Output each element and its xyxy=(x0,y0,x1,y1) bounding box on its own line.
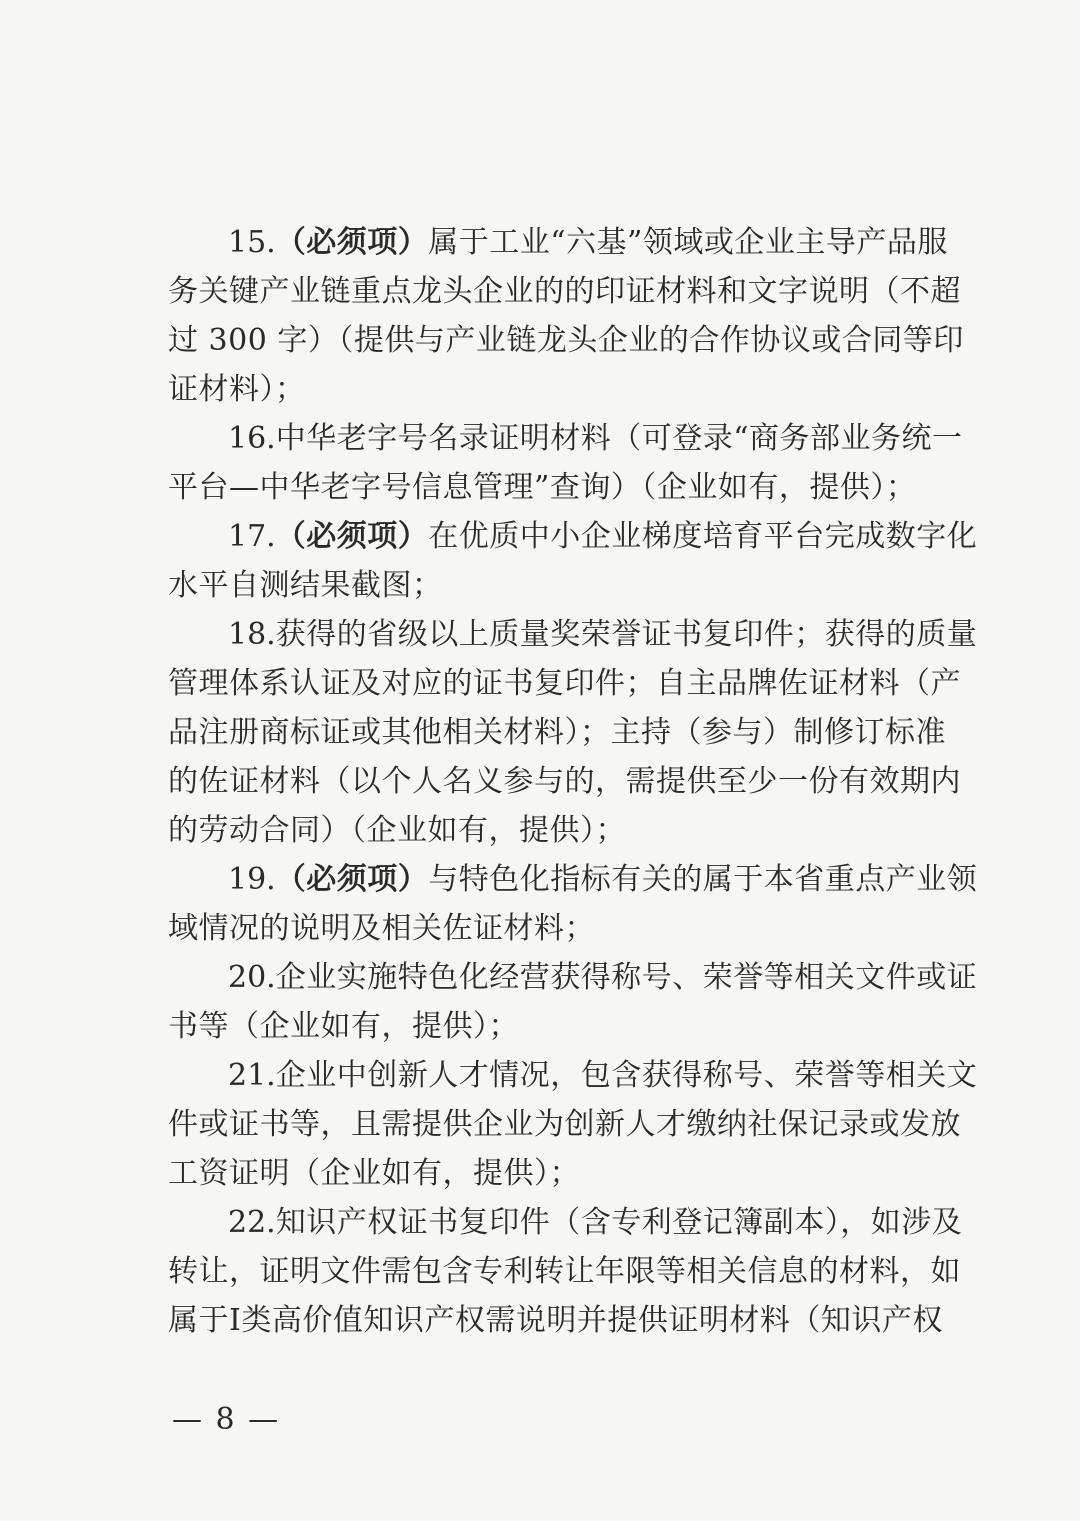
page-number: — 8 — xyxy=(172,1402,281,1437)
item-text: 平台—中华老字号信息管理”查询）（企业如有，提供）； xyxy=(168,470,917,505)
item-text: 的劳动合同）（企业如有，提供）； xyxy=(168,813,626,848)
list-item xyxy=(168,610,978,855)
list-item xyxy=(168,953,978,1051)
item-number: 18. xyxy=(228,617,276,652)
item-text: 与特色化指标有关的属于本省重点产业领 xyxy=(428,862,978,897)
item-text: 工资证明（企业如有，提供）； xyxy=(168,1156,580,1191)
item-number: 20. xyxy=(228,960,276,995)
item-text: 在优质中小企业梯度培育平台完成数字化 xyxy=(428,519,978,554)
item-text: 过 300 字）（提供与产业链龙头企业的合作协议或合同等印 xyxy=(168,323,964,358)
required-marker: （必须项） xyxy=(275,862,429,897)
required-marker: （必须项） xyxy=(275,225,429,260)
item-text: 管理体系认证及对应的证书复印件；自主品牌佐证材料（产 xyxy=(168,666,961,701)
item-text: 的佐证材料（以个人名义参与的，需提供至少一份有效期内 xyxy=(168,764,961,799)
item-number: 16. xyxy=(228,421,276,456)
document-body xyxy=(168,218,978,1345)
item-text: 务关键产业链重点龙头企业的的印证材料和文字说明（不超 xyxy=(168,274,961,309)
list-item xyxy=(168,855,978,953)
item-text: 属于工业“六基”领域或企业主导产品服 xyxy=(428,225,948,260)
item-number: 17. xyxy=(228,519,276,554)
item-number: 19. xyxy=(228,862,276,897)
item-number: 21. xyxy=(228,1058,276,1093)
item-number: 15. xyxy=(228,225,276,260)
item-text: 企业实施特色化经营获得称号、荣誉等相关文件或证 xyxy=(275,960,978,995)
list-item xyxy=(168,512,978,610)
item-text: 件或证书等，且需提供企业为创新人才缴纳社保记录或发放 xyxy=(168,1107,961,1142)
item-text: 企业中创新人才情况，包含获得称号、荣誉等相关文 xyxy=(275,1058,978,1093)
item-text: 获得的省级以上质量奖荣誉证书复印件；获得的质量 xyxy=(275,617,978,652)
list-item xyxy=(168,1198,963,1345)
item-text: 属于Ⅰ类高价值知识产权需说明并提供证明材料（知识产权 xyxy=(168,1303,943,1338)
item-text: 水平自测结果截图； xyxy=(168,568,443,603)
item-number: 22. xyxy=(228,1205,276,1240)
required-marker: （必须项） xyxy=(275,519,429,554)
item-text: 转让，证明文件需包含专利转让年限等相关信息的材料，如 xyxy=(168,1254,961,1289)
item-text: 中华老字号名录证明材料（可登录“商务部业务统一 xyxy=(275,421,963,456)
item-text: 品注册商标证或其他相关材料）；主持（参与）制修订标准 xyxy=(168,715,946,750)
list-item xyxy=(168,414,963,512)
item-text: 域情况的说明及相关佐证材料； xyxy=(168,911,595,946)
item-text: 知识产权证书复印件（含专利登记簿副本），如涉及 xyxy=(275,1205,963,1240)
item-text: 书等（企业如有，提供）； xyxy=(168,1009,519,1044)
list-item xyxy=(168,218,964,414)
list-item xyxy=(168,1051,978,1198)
item-text: 证材料）； xyxy=(168,372,306,407)
